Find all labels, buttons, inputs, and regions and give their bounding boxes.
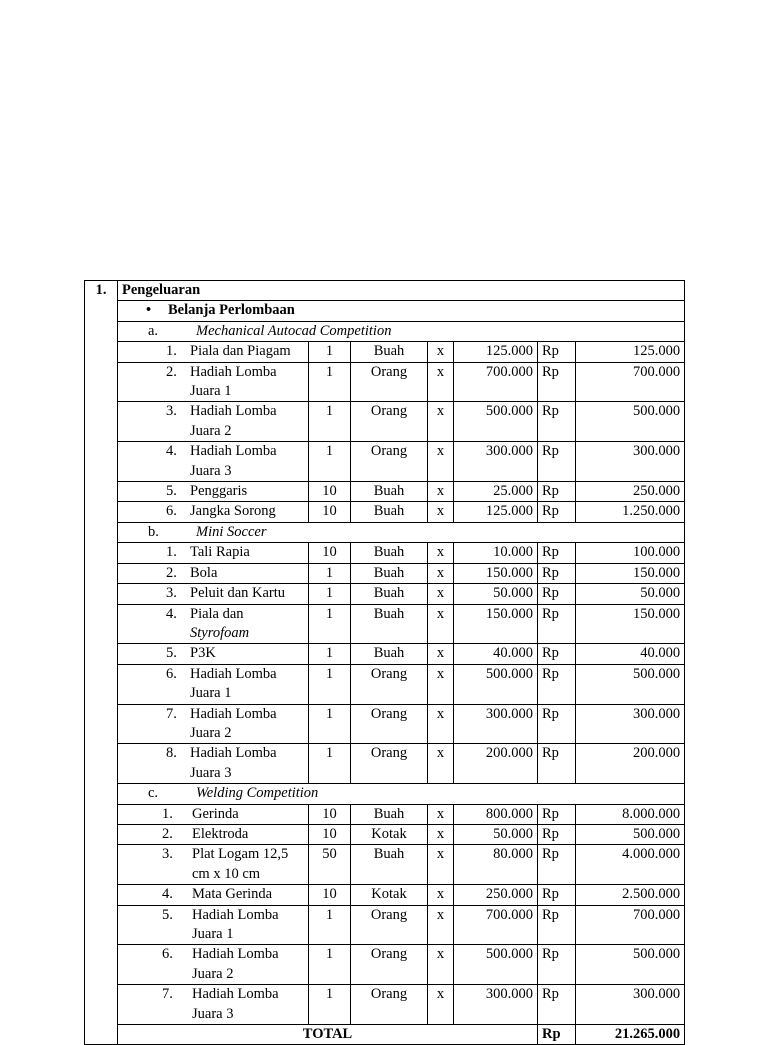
item-currency: Rp <box>538 885 576 905</box>
group-title-cell <box>118 784 685 804</box>
item-total: 300.000 <box>576 442 685 482</box>
item-row <box>85 442 685 482</box>
group-title <box>122 784 680 803</box>
category-cell <box>118 301 685 321</box>
item <box>122 825 304 844</box>
item <box>122 442 304 481</box>
item-unit: Kotak <box>351 824 428 844</box>
item-row <box>85 584 685 604</box>
item-name-text: Penggaris <box>190 483 248 500</box>
bullet-icon: • <box>146 302 152 319</box>
item <box>122 845 304 884</box>
item-total: 500.000 <box>576 664 685 704</box>
item-currency: Rp <box>538 362 576 402</box>
item-name-text: Hadiah Lomba Juara 3 <box>192 986 279 1022</box>
item-number: 5. <box>162 906 173 923</box>
item-qty: 50 <box>309 845 351 885</box>
item-unit: Orang <box>351 945 428 985</box>
total-value: 21.265.000 <box>576 1025 685 1045</box>
item-qty: 10 <box>309 804 351 824</box>
item-number: 4. <box>166 605 177 622</box>
item-unit: Kotak <box>351 885 428 905</box>
item-number: 2. <box>166 363 177 380</box>
item-qty: 10 <box>309 543 351 563</box>
item-qty: 1 <box>309 704 351 744</box>
item-name-cell <box>118 985 309 1025</box>
item-name-text: Hadiah Lomba Juara 1 <box>192 906 279 942</box>
item-name-text: Peluit dan Kartu <box>190 585 286 602</box>
item-qty: 1 <box>309 402 351 442</box>
item-multiply: x <box>428 584 454 604</box>
item-currency: Rp <box>538 824 576 844</box>
item-price: 500.000 <box>454 945 538 985</box>
item-unit: Orang <box>351 905 428 945</box>
item-currency: Rp <box>538 482 576 502</box>
item-total: 1.250.000 <box>576 502 685 522</box>
item-name <box>190 482 304 501</box>
budget-table <box>84 280 685 1045</box>
item-name-cell <box>118 543 309 563</box>
item-total: 100.000 <box>576 543 685 563</box>
item-number: 6. <box>166 503 177 520</box>
total-currency: Rp <box>538 1025 576 1045</box>
item-currency: Rp <box>538 804 576 824</box>
item-unit: Orang <box>351 362 428 402</box>
item-unit: Buah <box>351 584 428 604</box>
item-row <box>85 985 685 1025</box>
item-name-cell <box>118 563 309 583</box>
item-multiply: x <box>428 502 454 522</box>
item-total: 250.000 <box>576 482 685 502</box>
item-number: 4. <box>166 443 177 460</box>
item-name-cell <box>118 905 309 945</box>
item-name-cell <box>118 744 309 784</box>
section-title: Pengeluaran <box>118 281 685 301</box>
item-name <box>190 442 304 481</box>
item-total: 4.000.000 <box>576 845 685 885</box>
item-total: 300.000 <box>576 985 685 1025</box>
item-row <box>85 644 685 664</box>
item-multiply: x <box>428 362 454 402</box>
item-multiply: x <box>428 342 454 362</box>
item-row <box>85 885 685 905</box>
item <box>122 744 304 783</box>
item-total: 125.000 <box>576 342 685 362</box>
item <box>122 342 304 361</box>
item-multiply: x <box>428 985 454 1025</box>
item-row <box>85 945 685 985</box>
item-price: 200.000 <box>454 744 538 784</box>
item-name-text: Hadiah Lomba Juara 1 <box>190 363 277 400</box>
item-number: 3. <box>166 403 177 420</box>
item-currency: Rp <box>538 442 576 482</box>
item <box>122 402 304 441</box>
item-row <box>85 664 685 704</box>
item-name <box>192 825 304 844</box>
item-currency: Rp <box>538 664 576 704</box>
item-unit: Buah <box>351 845 428 885</box>
item-name-cell <box>118 885 309 905</box>
item-name-cell <box>118 362 309 402</box>
item-row <box>85 704 685 744</box>
group-title-cell <box>118 321 685 341</box>
item-price: 300.000 <box>454 704 538 744</box>
item-name-text: Plat Logam 12,5 cm x 10 cm <box>192 846 289 882</box>
item-currency: Rp <box>538 604 576 644</box>
item-currency: Rp <box>538 644 576 664</box>
item <box>122 605 304 644</box>
item-multiply: x <box>428 482 454 502</box>
item-currency: Rp <box>538 945 576 985</box>
item-price: 50.000 <box>454 584 538 604</box>
item-multiply: x <box>428 644 454 664</box>
item-number: 7. <box>166 705 177 722</box>
item-qty: 1 <box>309 584 351 604</box>
item-currency: Rp <box>538 905 576 945</box>
item-qty: 1 <box>309 362 351 402</box>
item-name <box>190 502 304 521</box>
group-title-cell <box>118 522 685 542</box>
item-name-cell <box>118 804 309 824</box>
item-name-text: Hadiah Lomba Juara 2 <box>190 403 277 439</box>
category-row <box>85 301 685 321</box>
item-name-cell <box>118 442 309 482</box>
item-name-text: Bola <box>190 564 218 581</box>
item-price: 700.000 <box>454 362 538 402</box>
item-price: 300.000 <box>454 442 538 482</box>
item-qty: 1 <box>309 644 351 664</box>
item-qty: 10 <box>309 824 351 844</box>
group-header-row <box>85 321 685 341</box>
item-multiply: x <box>428 905 454 945</box>
item-name-cell <box>118 402 309 442</box>
item-multiply: x <box>428 704 454 744</box>
item-total: 700.000 <box>576 362 685 402</box>
item-unit: Buah <box>351 502 428 522</box>
item-name-text-2: Styrofoam <box>190 624 250 641</box>
item-name <box>190 605 304 644</box>
item-unit: Buah <box>351 342 428 362</box>
item-name-text: Hadiah Lomba Juara 3 <box>190 443 277 479</box>
item-name-text: Piala dan <box>190 605 244 622</box>
item-currency: Rp <box>538 584 576 604</box>
item-price: 50.000 <box>454 824 538 844</box>
item-name <box>190 342 304 361</box>
item-name-cell <box>118 584 309 604</box>
item-row <box>85 543 685 563</box>
item-name <box>190 705 304 744</box>
item-currency: Rp <box>538 744 576 784</box>
item-name <box>190 402 304 441</box>
item-name-cell <box>118 502 309 522</box>
item-number: 2. <box>162 825 173 842</box>
item-qty: 1 <box>309 664 351 704</box>
item-name <box>192 805 304 824</box>
item-row <box>85 342 685 362</box>
item-name-cell <box>118 824 309 844</box>
item-name-cell <box>118 845 309 885</box>
item-price: 125.000 <box>454 342 538 362</box>
item <box>122 564 304 583</box>
item-name <box>190 744 304 783</box>
item-price: 250.000 <box>454 885 538 905</box>
item-number: 3. <box>166 585 177 602</box>
item-price: 700.000 <box>454 905 538 945</box>
item-unit: Buah <box>351 804 428 824</box>
group-letter: c. <box>148 785 159 802</box>
item-row <box>85 845 685 885</box>
item-number: 1. <box>162 805 173 822</box>
item-name-cell <box>118 342 309 362</box>
item-multiply: x <box>428 664 454 704</box>
item-multiply: x <box>428 824 454 844</box>
item-name-text: P3K <box>190 645 216 662</box>
item-row <box>85 804 685 824</box>
item-name <box>190 665 304 704</box>
item <box>122 906 304 945</box>
item-name <box>192 985 304 1024</box>
item <box>122 543 304 562</box>
section-header-row <box>85 281 685 301</box>
item-name <box>190 543 304 562</box>
item <box>122 502 304 521</box>
item <box>122 985 304 1024</box>
group-letter: b. <box>148 523 159 540</box>
item-row <box>85 744 685 784</box>
group-header-row <box>85 522 685 542</box>
item-total: 300.000 <box>576 704 685 744</box>
item-name-text: Gerinda <box>192 805 239 822</box>
item-currency: Rp <box>538 985 576 1025</box>
item-name-text: Hadiah Lomba Juara 1 <box>190 665 277 702</box>
group-header-row <box>85 784 685 804</box>
item-multiply: x <box>428 543 454 563</box>
item-unit: Buah <box>351 482 428 502</box>
item-price: 25.000 <box>454 482 538 502</box>
group-letter: a. <box>148 322 159 339</box>
item-row <box>85 905 685 945</box>
item <box>122 805 304 824</box>
item-number: 5. <box>166 645 177 662</box>
item-unit: Buah <box>351 644 428 664</box>
item-name <box>190 584 304 603</box>
item-name <box>190 564 304 583</box>
item-number: 7. <box>162 986 173 1003</box>
item-row <box>85 502 685 522</box>
item-name <box>192 945 304 984</box>
group-title <box>122 523 680 542</box>
item-name-text: Jangka Sorong <box>190 503 276 520</box>
item-price: 500.000 <box>454 402 538 442</box>
item-name-text: Piala dan Piagam <box>190 343 291 360</box>
item-name <box>192 845 304 884</box>
item-price: 150.000 <box>454 563 538 583</box>
item-name-cell <box>118 644 309 664</box>
item-name-text: Hadiah Lomba Juara 2 <box>190 705 277 741</box>
item-total: 500.000 <box>576 402 685 442</box>
item-multiply: x <box>428 442 454 482</box>
item <box>122 945 304 984</box>
item-currency: Rp <box>538 563 576 583</box>
item <box>122 584 304 603</box>
item-unit: Orang <box>351 442 428 482</box>
item-unit: Orang <box>351 744 428 784</box>
item-qty: 1 <box>309 442 351 482</box>
item-unit: Buah <box>351 543 428 563</box>
item-qty: 1 <box>309 985 351 1025</box>
item-multiply: x <box>428 845 454 885</box>
item <box>122 665 304 704</box>
item-qty: 1 <box>309 905 351 945</box>
item-name-text: Mata Gerinda <box>192 886 273 903</box>
item-currency: Rp <box>538 704 576 744</box>
item-total: 200.000 <box>576 744 685 784</box>
item-price: 10.000 <box>454 543 538 563</box>
item-currency: Rp <box>538 845 576 885</box>
item <box>122 363 304 402</box>
group-name: Mini Soccer <box>196 523 267 540</box>
item-total: 150.000 <box>576 563 685 583</box>
item-total: 500.000 <box>576 824 685 844</box>
item-name-text: Elektroda <box>192 825 249 842</box>
item-price: 40.000 <box>454 644 538 664</box>
item-name-text: Tali Rapia <box>190 544 250 561</box>
item-number: 3. <box>162 846 173 863</box>
item-price: 125.000 <box>454 502 538 522</box>
item-name-cell <box>118 704 309 744</box>
item-row <box>85 482 685 502</box>
item <box>122 644 304 663</box>
item-name-cell <box>118 482 309 502</box>
item-number: 5. <box>166 483 177 500</box>
item-name-cell <box>118 604 309 644</box>
item-number: 4. <box>162 886 173 903</box>
item-multiply: x <box>428 604 454 644</box>
item-row <box>85 604 685 644</box>
item-number: 6. <box>162 946 173 963</box>
item-name-cell <box>118 664 309 704</box>
group-title <box>122 322 680 341</box>
item-qty: 10 <box>309 482 351 502</box>
item-name <box>192 885 304 904</box>
item-total: 40.000 <box>576 644 685 664</box>
item-name-cell <box>118 945 309 985</box>
item-unit: Orang <box>351 664 428 704</box>
item-total: 2.500.000 <box>576 885 685 905</box>
item-currency: Rp <box>538 342 576 362</box>
item-qty: 1 <box>309 563 351 583</box>
item-price: 500.000 <box>454 664 538 704</box>
item-number: 1. <box>166 544 177 561</box>
item-qty: 1 <box>309 342 351 362</box>
item-total: 50.000 <box>576 584 685 604</box>
item-total: 150.000 <box>576 604 685 644</box>
item-currency: Rp <box>538 402 576 442</box>
item-unit: Buah <box>351 604 428 644</box>
item <box>122 482 304 501</box>
item-row <box>85 362 685 402</box>
item-multiply: x <box>428 402 454 442</box>
item-price: 150.000 <box>454 604 538 644</box>
section-number: 1. <box>85 281 118 1045</box>
group-name: Mechanical Autocad Competition <box>196 322 392 339</box>
item-multiply: x <box>428 945 454 985</box>
item-multiply: x <box>428 804 454 824</box>
item-unit: Buah <box>351 563 428 583</box>
item-number: 6. <box>166 665 177 682</box>
item-price: 300.000 <box>454 985 538 1025</box>
item-total: 700.000 <box>576 905 685 945</box>
item-row <box>85 402 685 442</box>
item-name <box>190 644 304 663</box>
group-name: Welding Competition <box>196 785 319 802</box>
item-number: 2. <box>166 564 177 581</box>
item-total: 8.000.000 <box>576 804 685 824</box>
item-multiply: x <box>428 744 454 784</box>
item-name <box>192 906 304 945</box>
item-price: 800.000 <box>454 804 538 824</box>
item-row <box>85 563 685 583</box>
item-unit: Orang <box>351 985 428 1025</box>
item-name <box>190 363 304 402</box>
item-price: 80.000 <box>454 845 538 885</box>
item-qty: 1 <box>309 604 351 644</box>
item <box>122 705 304 744</box>
item-multiply: x <box>428 563 454 583</box>
item-row <box>85 824 685 844</box>
item-qty: 1 <box>309 744 351 784</box>
item-currency: Rp <box>538 543 576 563</box>
item-total: 500.000 <box>576 945 685 985</box>
item-multiply: x <box>428 885 454 905</box>
item-name-text: Hadiah Lomba Juara 2 <box>192 946 279 982</box>
item-qty: 10 <box>309 502 351 522</box>
total-label: TOTAL <box>118 1025 538 1045</box>
total-row <box>85 1025 685 1045</box>
item-qty: 10 <box>309 885 351 905</box>
item-qty: 1 <box>309 945 351 985</box>
item <box>122 885 304 904</box>
item-name-text: Hadiah Lomba Juara 3 <box>190 745 277 781</box>
item-unit: Orang <box>351 704 428 744</box>
item-unit: Orang <box>351 402 428 442</box>
item-number: 8. <box>166 745 177 762</box>
item-number: 1. <box>166 343 177 360</box>
category-title: Belanja Perlombaan <box>168 302 295 319</box>
item-currency: Rp <box>538 502 576 522</box>
